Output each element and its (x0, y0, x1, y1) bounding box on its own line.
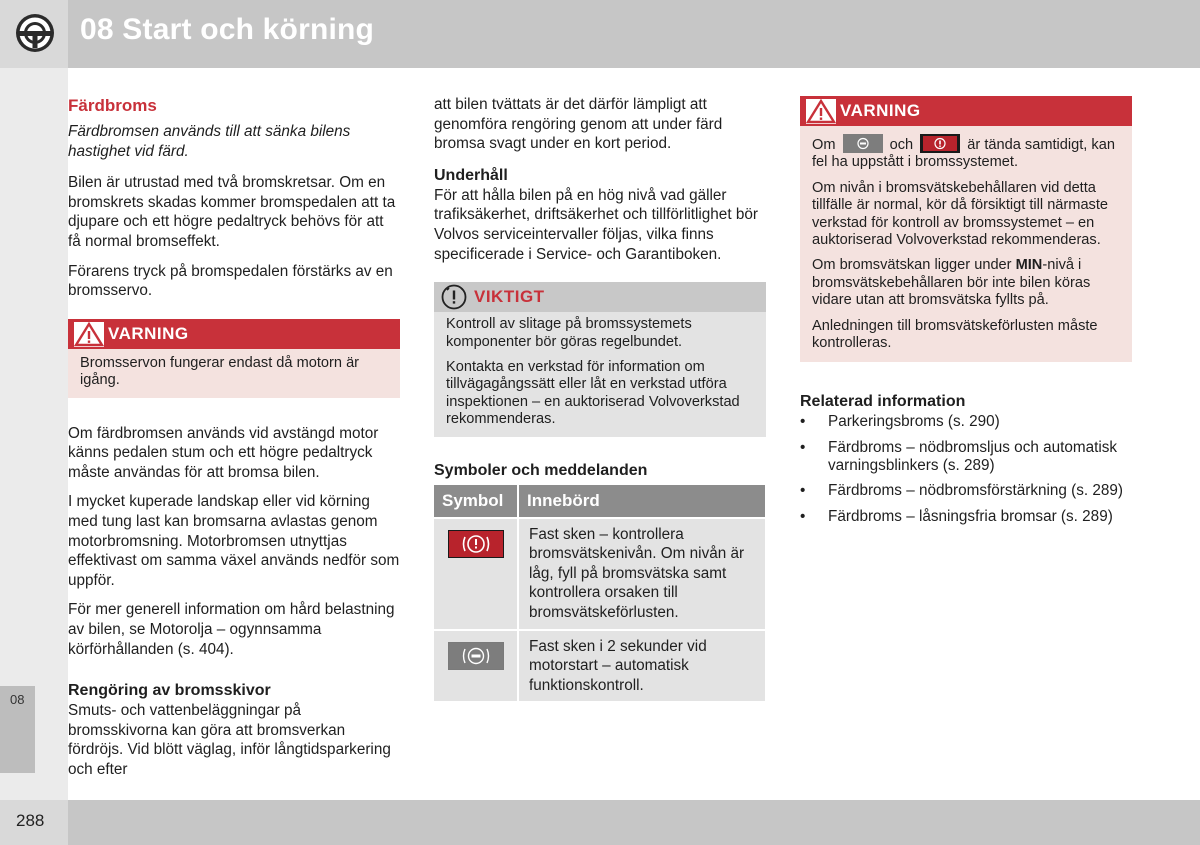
warning-icon-bg (74, 322, 104, 347)
subheading: Rengöring av bromsskivor (68, 682, 271, 700)
important-icon (441, 284, 467, 310)
symbol-cell (434, 518, 518, 630)
paragraph: Bilen är utrustad med två bromskretsar. Om en bromskrets skadas kommer bromspedalen att ta djupare och ett högre pedaltryck behövs för att få normal bromseffekt. (68, 174, 396, 250)
brake-warning-lamp (448, 530, 504, 558)
warning-text-part: -nivå i bromsvätskebehållaren bör inte bilen köras vidare utan att bromsvätska fyllts på. (812, 257, 1091, 309)
abs-lamp-inline (843, 134, 883, 153)
intro-text: Färdbromsen används till att sänka bilens hastighet vid färd. (68, 123, 351, 160)
related-link[interactable] (800, 439, 1132, 474)
warning-text (812, 257, 1120, 309)
table-header-symbol: Symbol (434, 485, 518, 518)
warning-header (800, 96, 1132, 126)
warning-header (68, 319, 400, 349)
paragraph: För att hålla bilen på en hög nivå vad gäller trafiksäkerhet, driftsäkerhet och tillförlitlighet bör Volvos serviceintervaller följas, vilka finns specificerade i Service- och Garantiboken. (434, 186, 758, 263)
meaning-cell: Fast sken i 2 sekunder vid motorstart – automatisk funktionskontroll. (518, 630, 765, 702)
warning-triangle-icon (806, 99, 836, 124)
column-2 (434, 95, 766, 701)
related-link[interactable] (800, 482, 1132, 500)
paragraph: Om färdbromsen används vid avstängd motor känns pedalen stum och ett högre pedaltryck måste användas för att bromsa bilen. (68, 424, 379, 481)
bullet: • (800, 482, 806, 500)
important-header (434, 282, 766, 312)
warning-box (68, 319, 400, 398)
paragraph: För mer generell information om hård belastning av bilen, se Motorolja – ogynnsamma körförhållanden (s. 404). (68, 601, 395, 658)
paragraph: Förarens tryck på bromspedalen förstärks av en bromsservo. (68, 262, 393, 300)
warning-text: Anledningen till bromsvätskeförlusten måste kontrolleras. (812, 317, 1098, 352)
subheading: Symboler och meddelanden (434, 461, 648, 479)
column-1 (68, 96, 400, 779)
important-label: VIKTIGT (474, 287, 545, 307)
abs-icon (843, 134, 883, 153)
warning-label: VARNING (108, 323, 189, 343)
paragraph: Smuts- och vattenbeläggningar på bromsskivorna kan göra att bromsverkan fördröjs. Vid blött väglag, inför långtidsparkering och efter (68, 702, 391, 778)
table-row (434, 518, 765, 630)
warning-text: Bromsservon fungerar endast då motorn är igång. (80, 354, 360, 389)
paragraph: att bilen tvättats är det därför lämpligt att genomföra rengöring genom att under färd bromsa svagt under en kort period. (434, 96, 723, 153)
related-link-text: Färdbroms – nödbromsförstärkning (s. 289) (828, 482, 1124, 500)
warning-box (800, 96, 1132, 362)
subheading: Relaterad information (800, 393, 966, 411)
section-heading: Färdbroms (68, 96, 157, 115)
warning-text-part: och (889, 137, 914, 153)
min-level-label: MIN (1015, 257, 1043, 274)
steering-wheel-icon (14, 12, 56, 54)
table-row (434, 630, 765, 702)
important-body (434, 312, 766, 436)
brake-lamp-inline (920, 134, 960, 153)
table-header-meaning: Innebörd (518, 485, 765, 518)
warning-icon-bg (806, 99, 836, 124)
important-box (434, 282, 766, 436)
related-link-text: Färdbroms – låsningsfria bromsar (s. 289) (828, 507, 1113, 525)
warning-text-part: Om (812, 137, 836, 153)
bullet: • (800, 507, 806, 525)
warning-body (68, 349, 400, 398)
warning-body (800, 126, 1132, 362)
chapter-icon-box (0, 0, 68, 68)
warning-text-part: är tända samtidigt, kan fel ha uppstått i bromssystemet. (812, 137, 1115, 171)
important-text: Kontroll av slitage på bromssystemets komponenter bör göras regelbundet. (446, 316, 692, 350)
brake-warning-icon (920, 134, 960, 153)
warning-text-part: Om bromsvätskan ligger under (812, 257, 1016, 274)
symbols-table (434, 485, 765, 702)
page-number: 288 (16, 811, 45, 830)
chapter-title: 08 Start och körning (80, 13, 375, 46)
abs-icon (448, 642, 504, 670)
column-3 (800, 96, 1132, 533)
subheading: Underhåll (434, 166, 508, 184)
related-link[interactable] (800, 413, 1132, 431)
chapter-tab-label: 08 (10, 692, 25, 707)
paragraph: I mycket kuperade landskap eller vid körning med tung last kan bromsarna avlastas genom motorbromsning. Motorbromsen utnyttjas effektivast om samma växel används nedför som uppför. (68, 493, 400, 589)
warning-text (812, 134, 1120, 172)
symbol-cell (434, 630, 518, 702)
bullet: • (800, 439, 806, 457)
important-text: Kontakta en verkstad för information om tillvägagångssätt eller låt en verkstad utföra inspektionen – en auktoriserad Volvoverkstad rekommenderas. (446, 358, 740, 428)
warning-label: VARNING (840, 101, 921, 120)
warning-triangle-icon (74, 322, 104, 347)
brake-warning-icon (448, 530, 504, 558)
warning-text: Om nivån i bromsvätskebehållaren vid detta tillfälle är normal, kör då försiktigt till närmaste verkstad för kontroll av bromssystemet – en auktoriserad Volvoverkstad rekommenderas. (812, 179, 1109, 249)
page-footer (0, 800, 1200, 845)
related-list (800, 413, 1132, 525)
related-link-text: Parkeringsbroms (s. 290) (828, 413, 1000, 431)
abs-lamp (448, 642, 504, 670)
related-link[interactable] (800, 508, 1132, 526)
related-link-text: Färdbroms – nödbromsljus och automatisk varningsblinkers (s. 289) (828, 439, 1118, 474)
bullet: • (800, 413, 806, 431)
meaning-cell: Fast sken – kontrollera bromsvätskenivån. Om nivån är låg, fyll på bromsvätska samt kontrollera orsaken till bromsvätskeförlusten. (518, 518, 765, 630)
